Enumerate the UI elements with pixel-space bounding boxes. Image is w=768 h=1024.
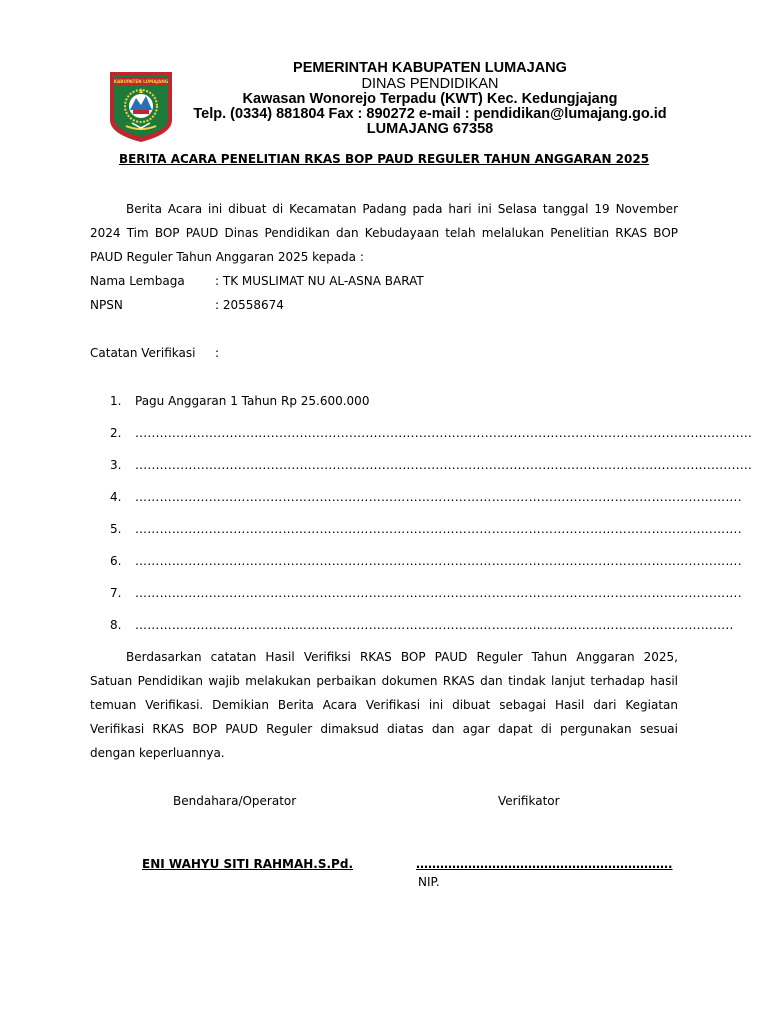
- list-number: 3.: [110, 458, 122, 472]
- list-item: [110, 554, 742, 568]
- list-item: [110, 458, 753, 472]
- list-item: [110, 522, 742, 536]
- signature-nip: NIP.: [418, 875, 440, 889]
- field-npsn: [90, 298, 284, 312]
- closing-line: dengan keperluannya.: [90, 746, 225, 760]
- letterhead-government: PEMERINTAH KABUPATEN LUMAJANG: [293, 60, 567, 76]
- catatan-sep: :: [215, 346, 220, 360]
- intro-paragraph: [90, 197, 678, 269]
- lumajang-regency-logo-icon: [106, 68, 176, 144]
- field-label: NPSN: [90, 298, 123, 312]
- field-nama-lembaga: [90, 274, 424, 288]
- list-item: [110, 426, 753, 440]
- list-number: 6.: [110, 554, 122, 568]
- field-value: : 20558674: [215, 298, 284, 312]
- list-text: Pagu Anggaran 1 Tahun Rp 25.600.000: [135, 394, 370, 408]
- list-number: 8.: [110, 618, 122, 632]
- list-item: [110, 394, 369, 408]
- signature-role-right: Verifikator: [498, 794, 560, 808]
- document-title: BERITA ACARA PENELITIAN RKAS BOP PAUD REGULER TAHUN ANGGARAN 2025: [118, 152, 650, 166]
- signature-role-left: Bendahara/Operator: [173, 794, 297, 808]
- list-number: 4.: [110, 490, 122, 504]
- letterhead-department: DINAS PENDIDIKAN: [361, 76, 499, 92]
- list-number: 2.: [110, 426, 122, 440]
- list-item: [110, 618, 734, 632]
- field-value: : TK MUSLIMAT NU AL-ASNA BARAT: [215, 274, 424, 288]
- field-label: Nama Lembaga: [90, 274, 185, 288]
- letterhead-contact: Telp. (0334) 881804 Fax : 890272 e-mail : pendidikan@lumajang.go.id: [193, 106, 667, 122]
- closing-paragraph: [90, 645, 678, 765]
- svg-text:KABUPATEN LUMAJANG: KABUPATEN LUMAJANG: [113, 79, 169, 84]
- catatan-label: Catatan Verifikasi: [90, 346, 196, 360]
- closing-line: Berdasarkan catatan Hasil Verifiksi RKAS BOP PAUD Reguler Tahun Anggaran 2025,: [126, 650, 678, 664]
- list-text: ………………………………………………………………………………………………………………………………..: [135, 618, 734, 632]
- list-number: 5.: [110, 522, 122, 536]
- intro-line: PAUD Reguler Tahun Anggaran 2025 kepada :: [90, 250, 364, 264]
- list-text: ......................................................................................................................................................: [135, 426, 753, 440]
- signature-name-left: ENI WAHYU SITI RAHMAH.S.Pd.: [142, 857, 354, 871]
- catatan-verifikasi: [90, 346, 219, 360]
- list-text: ………………………………………………………………………………………………………………………………….: [135, 490, 742, 504]
- list-number: 1.: [110, 394, 122, 408]
- letterhead-address: Kawasan Wonorejo Terpadu (KWT) Kec. Kedungjajang: [242, 91, 618, 107]
- closing-line: Verifikasi RKAS BOP PAUD Reguler dimaksud diatas dan agar dapat di pergunakan sesuai: [90, 722, 678, 736]
- list-text: ......................................................................................................................................................: [135, 458, 753, 472]
- list-text: ………………………………………………………………………………………………………………………………….: [135, 586, 742, 600]
- list-item: [110, 586, 742, 600]
- letterhead-city: LUMAJANG 67358: [366, 121, 494, 137]
- intro-line: 2024 Tim BOP PAUD Dinas Pendidikan dan Kebudayaan telah melalukan Penelitian RKAS BOP: [90, 226, 678, 240]
- list-number: 7.: [110, 586, 122, 600]
- signature-name-right: ……………………………………………………….: [416, 857, 673, 871]
- list-text: ………………………………………………………………………………………………………………………………….: [135, 554, 742, 568]
- intro-line: Berita Acara ini dibuat di Kecamatan Padang pada hari ini Selasa tanggal 19 November: [126, 202, 678, 216]
- closing-line: temuan Verifikasi. Demikian Berita Acara Verifikasi ini dibuat sebagai Hasil dari Kegiatan: [90, 698, 678, 712]
- list-item: [110, 490, 742, 504]
- closing-line: Satuan Pendidikan wajib melakukan perbaikan dokumen RKAS dan tindak lanjut terhadap hasil: [90, 674, 678, 688]
- list-text: ………………………………………………………………………………………………………………………………….: [135, 522, 742, 536]
